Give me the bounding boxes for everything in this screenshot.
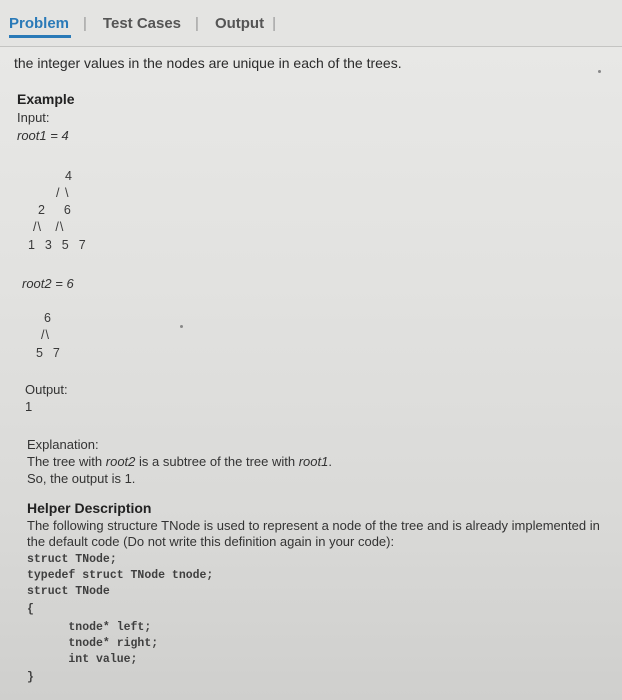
tree2-row-3: 5 7 <box>36 346 61 360</box>
explanation-root1: root1 <box>298 454 329 469</box>
output-label: Output: <box>25 382 68 397</box>
root2-line: root2 = 6 <box>22 276 74 291</box>
root1-line: root1 = 4 <box>17 128 69 143</box>
explanation-text-a: The tree with <box>27 454 106 469</box>
tab-separator: | <box>83 14 87 32</box>
tree2-row-1: 6 <box>44 311 52 325</box>
code-line: typedef struct TNode tnode; <box>27 569 214 582</box>
code-line: struct TNode <box>27 585 110 598</box>
tab-test-cases[interactable] <box>103 15 215 32</box>
explanation <box>27 436 607 487</box>
helper-code-block <box>27 552 619 686</box>
helper-description <box>27 500 619 686</box>
helper-heading: Helper Description <box>27 500 152 516</box>
tab-separator: | <box>272 14 276 32</box>
code-line: } <box>27 671 34 684</box>
input-label: Input: <box>17 110 50 125</box>
explanation-root2: root2 <box>105 454 136 469</box>
tree1-row-3: 2 6 <box>38 203 72 217</box>
tree2-row-2: /\ <box>41 328 50 342</box>
tree1-row-2: / \ <box>56 186 70 200</box>
tree1-row-5: 1 3 5 7 <box>28 238 87 252</box>
active-tab-indicator <box>9 35 71 38</box>
explanation-text-c: . <box>328 454 332 469</box>
intro-text: the integer values in the nodes are unique in each of the trees. <box>14 55 402 71</box>
helper-text: The following structure TNode is used to represent a node of the tree and is already implemented in the default code (Do not write this definition again in your code): <box>27 518 600 549</box>
explanation-line-2: So, the output is 1. <box>27 471 136 486</box>
tab-output-label: Output <box>214 14 265 32</box>
tab-problem-label: Problem <box>9 14 70 32</box>
code-line: struct TNode; <box>27 553 117 566</box>
explanation-line-1 <box>27 453 607 470</box>
explanation-label: Explanation: <box>27 437 99 452</box>
tab-problem[interactable] <box>9 15 103 32</box>
speck <box>180 325 183 328</box>
output-value: 1 <box>25 399 33 414</box>
tab-test-cases-label: Test Cases <box>102 14 182 32</box>
tab-separator: | <box>195 14 199 32</box>
code-line: { <box>27 603 34 616</box>
code-line: int value; <box>27 653 138 666</box>
tree1-row-1: 4 <box>65 169 73 183</box>
tree1-row-4: /\ /\ <box>33 220 65 234</box>
tab-divider <box>0 46 622 47</box>
explanation-text-b: is a subtree of the tree with <box>135 454 299 469</box>
tab-output[interactable] <box>215 15 292 32</box>
code-line: tnode* right; <box>27 637 159 650</box>
tab-bar <box>0 0 622 46</box>
example-heading: Example <box>17 91 75 107</box>
code-line: tnode* left; <box>27 621 152 634</box>
speck <box>598 70 601 73</box>
